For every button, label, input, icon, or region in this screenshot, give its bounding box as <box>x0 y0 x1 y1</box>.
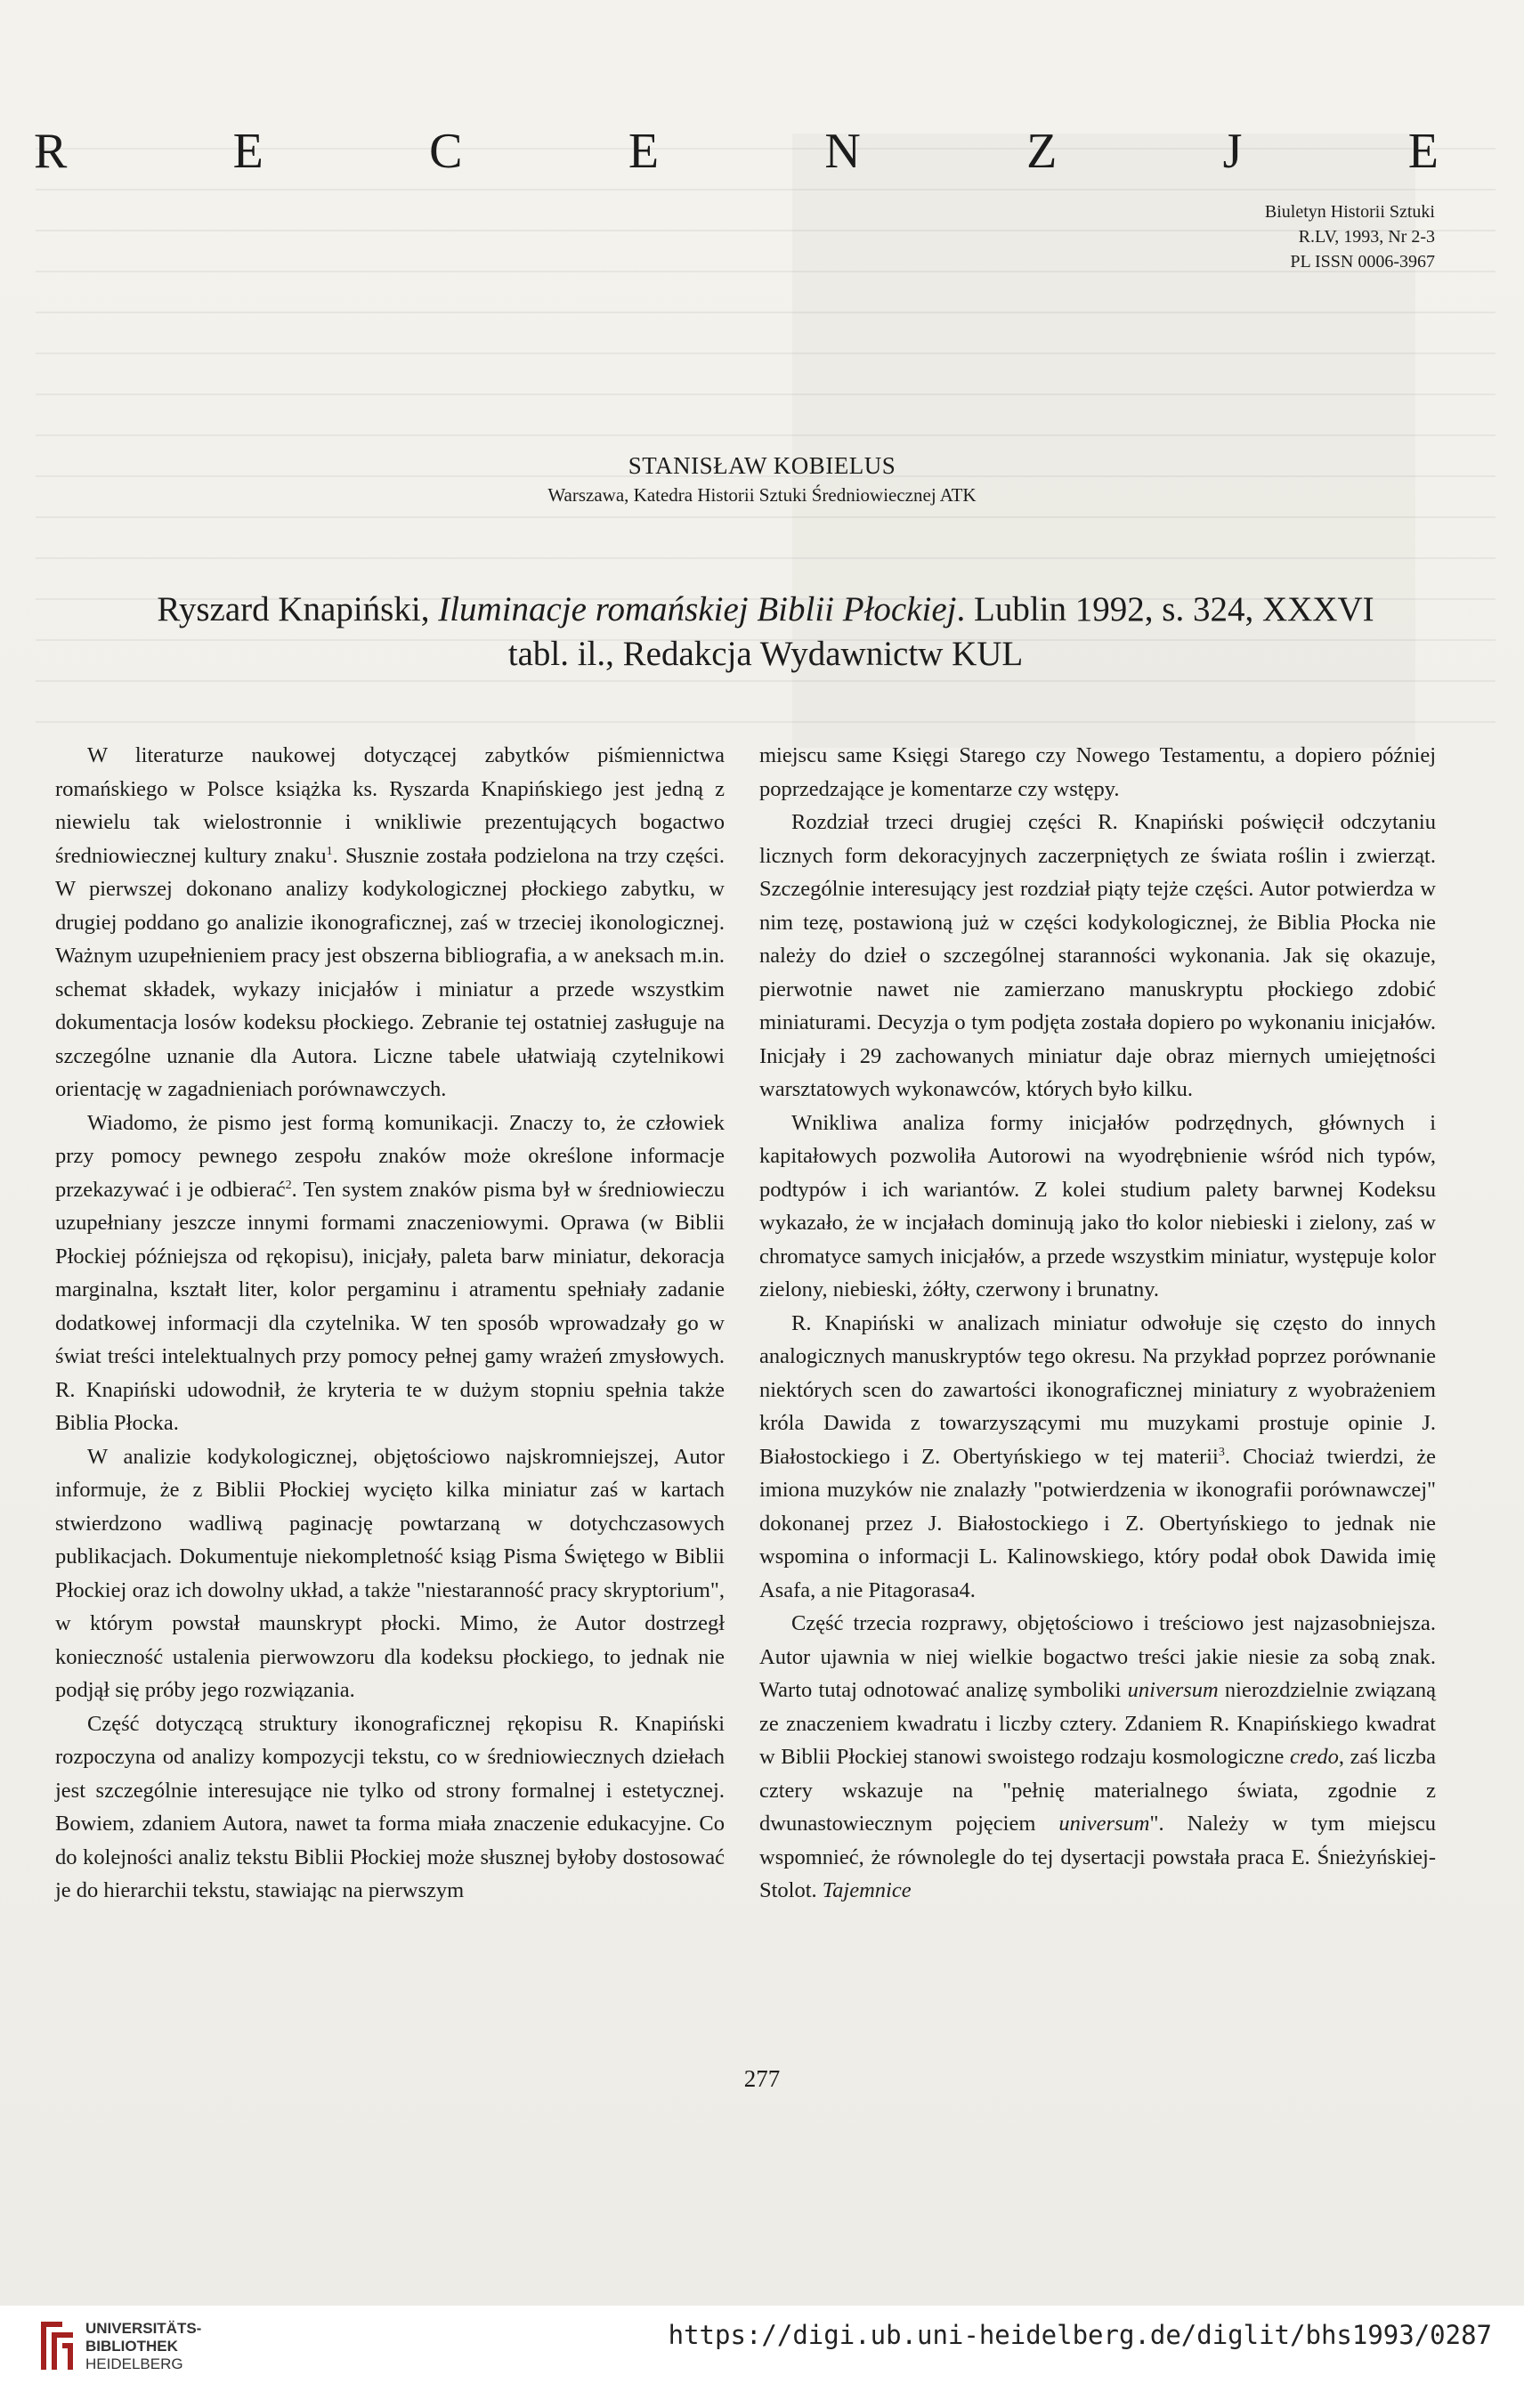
running-head-letter: C <box>429 124 465 179</box>
paragraph: W analizie kodykologicznej, objętościowo najskromniejszej, Autor informuje, że z Biblii Płockiej wycięto kilka miniatur zaś w kartach stwierdzono wadliwą paginację powtarzaną w dotychczasowych publikacjach. Dokumentuje niekompletność ksiąg Pisma Świętego w Biblii Płockiej oraz ich dowolny układ, a także "niestaranność pracy skryptorium", w którym powstał maunskrypt płocki. Mimo, że Autor dostrzegł konieczność ustalenia pierwowzoru dla kodeksu płockiego, to jednak nie podjął się próby jego rozwiązania. <box>55 1444 725 1702</box>
footnote-ref: 2 <box>285 1178 292 1192</box>
running-head-letter: J <box>1222 124 1244 179</box>
page-number: 277 <box>743 2065 781 2092</box>
permalink-url[interactable]: https://digi.ub.uni-heidelberg.de/diglit/bhs1993/0287 <box>668 2320 1492 2350</box>
title-line-2: tabl. il., Redakcja Wydawnictw KUL <box>507 635 1024 673</box>
library-logo-icon <box>36 2315 78 2377</box>
paragraph: Wnikliwa analiza formy inicjałów podrzędnych, głównych i kapitałowych pozwoliła Autorowi na wyodrębnienie wśród nich typów, podtypów i ich wariantów. Z kolei studium palety barwnej Kodeksu wykazało, że w incjałach dominują jako tło kolor niebieski i zielony, zaś w chromatyce samych inicjałów, a przede wszystkim miniatur, występuje kolor zielony, niebieski, żółty, czerwony i brunatny. <box>759 1110 1436 1301</box>
viewer-footer <box>0 2306 1524 2408</box>
text: ". Należy w tym miejscu wspomnieć, że równolegle do tej dysertacji powstała praca E. Śnieżyńskiej-Stolot. <box>759 1812 1436 1902</box>
paragraph <box>759 1307 1436 1608</box>
text: Wiadomo, że pismo jest formą komunikacji. Znaczy to, że człowiek przy pomocy pewnego zespołu znaków może określone informacje przekazywać i je odbierać <box>55 1110 725 1202</box>
italic-term: universum <box>1127 1678 1219 1702</box>
logo-line: UNIVERSITÄTS- <box>85 2320 202 2337</box>
paragraph: Część dotyczącą struktury ikonograficznej rękopisu R. Knapiński rozpoczyna od analizy kompozycji tekstu, co w średniowiecznych dziełach jest szczególnie interesujące nie tylko od strony formalnej i estetycznej. Bowiem, zdaniem Autora, nawet ta forma miała znaczenie edukacyjne. Co do kolejności analiz tekstu Biblii Płockiej może słusznej byłoby dostosować je do hierarchii tekstu, stawiając na pierwszym <box>55 1711 725 1902</box>
text: nierozdzielnie związaną ze znaczeniem kwadratu i liczby cztery. Zdaniem R. Knapińskiego kwadrat w Biblii Płockiej stanowi swoistego rodzaju kosmologiczne <box>759 1678 1436 1769</box>
title-author: Ryszard Knapiński, <box>157 590 439 628</box>
running-head-letter: N <box>824 124 863 179</box>
journal-name: Biuletyn Historii Sztuki <box>1264 202 1435 222</box>
italic-term: credo <box>1290 1745 1339 1769</box>
review-title <box>53 588 1478 677</box>
paragraph: Rozdział trzeci drugiej części R. Knapiński poświęcił odczytaniu licznych form dekoracyjnych zaczerpniętych ze świata roślin i zwierząt. Szczególnie interesujący jest rozdział piąty tejże części. Autor potwierdza w nim tezę, postawioną już w części kodykologicznej, że Biblia Płocka nie należy do dzieł o szczególnej staranności wykonania. Jak się okazuje, pierwotnie nawet nie zamierzano manuskryptu płockiego zdobić miniaturami. Decyzja o tym podjęta została dopiero po wykonaniu inicjałów. Inicjały i 29 zachowanych miniatur daje obraz miernych umiejętności warsztatowych wykonawców, których było kilku. <box>759 810 1436 1101</box>
running-head-letter: E <box>1407 124 1440 179</box>
paragraph <box>55 1107 725 1440</box>
running-head-letter: E <box>628 124 661 179</box>
title-line-1 <box>53 588 1478 632</box>
title-publication: . Lublin 1992, s. 324, XXXVI <box>956 590 1374 628</box>
text: Część trzecia rozprawy, objętościowo i treściowo jest najzasobniejsza. Autor ujawnia w niej wielkie bogactwo treści jakie niesie za sobą znak. Warto tutaj odnotować analizę symboliki <box>759 1611 1436 1702</box>
author-name: STANISŁAW KOBIELUS <box>628 452 896 479</box>
logo-line: BIBLIOTHEK <box>85 2338 178 2355</box>
title-book: Iluminacje romańskiej Biblii Płockiej <box>438 590 957 628</box>
author-block <box>0 450 1524 508</box>
text: , zaś liczba cztery wskazuje na "pełnię materialnego świata, zgodnie z dwunastowiecznym pojęciem <box>759 1745 1436 1836</box>
text: . Ten system znaków pisma był w średniowieczu uzupełniany jeszcze innymi formami znaczeniowymi. Oprawa (w Biblii Płockiej późniejsza od rękopisu), inicjały, paleta barw miniatur, dekoracja marginalna, kształt liter, kolor pergaminu i atramentu spełniały zadanie dodatkowej informacji dla czytelnika. W ten sposób wprowadzały go w świat treści intelektualnych przy pomocy pełnej gamy wrażeń zmysłowych. R. Knapiński udowodnił, że kryteria te w dużym stopniu spełnia także Biblia Płocka. <box>55 1177 725 1435</box>
right-column <box>759 739 1436 1908</box>
text: . Chociaż twierdzi, że imiona muzyków nie znalazły "potwierdzenia w ikonografii porównawczej" dokonanej przez J. Białostockiego i Z. Obertyńskiego to jednak nie wspomina o informacji L. Kalinowskiego, który podał obok Dawida imię Asafa, a nie Pitagorasa4. <box>759 1444 1436 1602</box>
text: W literaturze naukowej dotyczącej zabytków piśmiennictwa romańskiego w Polsce książka ks. Ryszarda Knapińskiego jest jedną z niewielu tak wielostronnie i wnikliwie prezentujących bogactwo średniowiecznej kultury znaku <box>55 743 725 868</box>
journal-issn: PL ISSN 0006-3967 <box>1290 252 1435 272</box>
running-head-letter: R <box>34 124 69 179</box>
logo-line: HEIDELBERG <box>85 2355 183 2372</box>
journal-volume: R.LV, 1993, Nr 2-3 <box>1298 227 1435 247</box>
running-head-letter: E <box>232 124 265 179</box>
running-head <box>34 120 1440 182</box>
text: . Słusznie została podzielona na trzy części. W pierwszej dokonano analizy kodykologicznej płockiego zabytku, w drugiej poddano go analizie ikonograficznej, zaś w trzeciej ikonologicznej. Ważnym uzupełnieniem pracy jest obszerna bibliografia, a w aneksach m.in. schemat składek, wykazy inicjałów i miniatur a przede wszystkim dokumentacja losów kodeksu płockiego. Zebranie tej ostatniej zasługuje na szczególne uznanie dla Autora. Liczne tabele ułatwiają czytelnikowi orientację w zagadnieniach porównawczych. <box>55 843 725 1101</box>
italic-term: Tajemnice <box>822 1878 912 1902</box>
left-column <box>55 739 725 1908</box>
running-head-letter: Z <box>1026 124 1059 179</box>
library-logo-text[interactable] <box>85 2320 201 2373</box>
text: R. Knapiński w analizach miniatur odwołuje się często do innych analogicznych manuskryptów tego okresu. Na przykład poprzez porównanie niektórych scen do zawartości ikonograficznej miniatury z wyobrażeniem króla Dawida z towarzyszącymi mu muzykami prostuje opinie J. Białostockiego i Z. Obertyńskiego w tej materii <box>759 1310 1436 1469</box>
paragraph: miejscu same Księgi Starego czy Nowego Testamentu, a dopiero później poprzedzające je komentarze czy wstępy. <box>759 743 1436 801</box>
italic-term: universum <box>1058 1812 1150 1836</box>
journal-info <box>1265 199 1435 274</box>
footnote-ref: 3 <box>1218 1445 1225 1459</box>
paragraph <box>759 1607 1436 1908</box>
footnote-ref: 1 <box>326 844 333 858</box>
author-affiliation: Warszawa, Katedra Historii Sztuki Średniowiecznej ATK <box>547 484 977 506</box>
paragraph <box>55 739 725 1107</box>
